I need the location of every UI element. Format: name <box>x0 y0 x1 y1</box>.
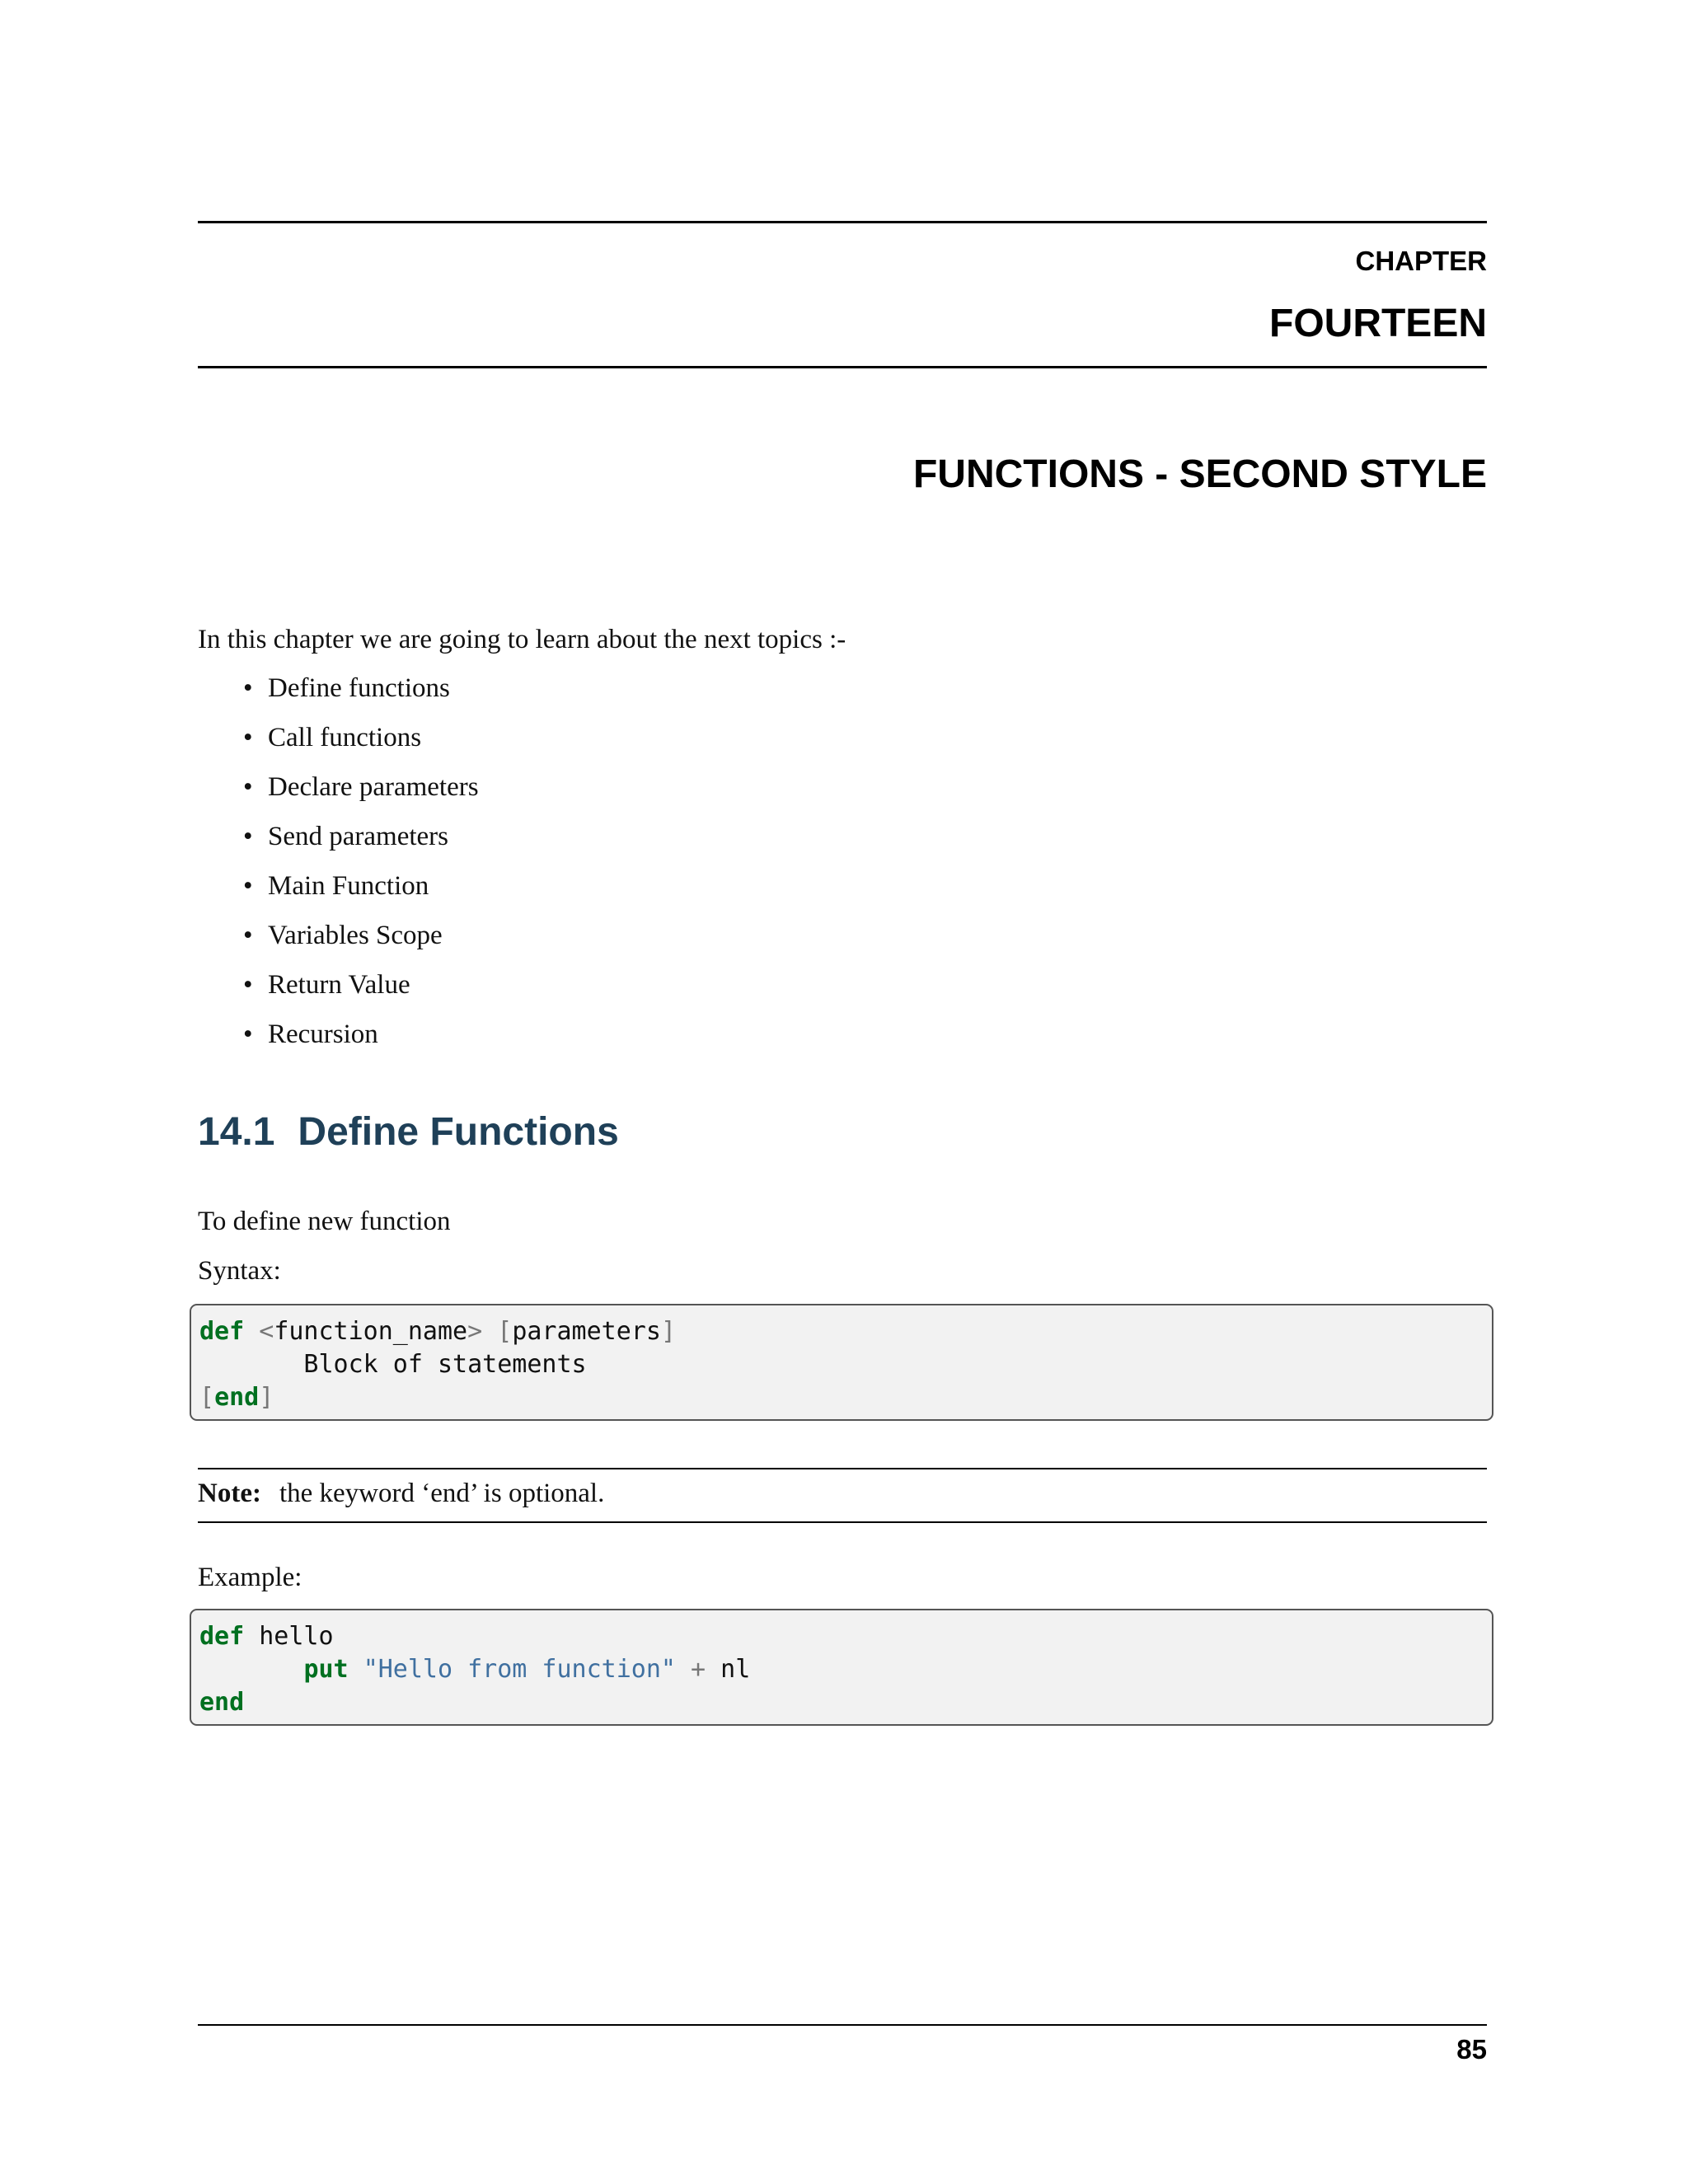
list-item-text: Recursion <box>268 1019 378 1049</box>
code-keyword: put <box>303 1655 349 1684</box>
code-bracket: [ <box>199 1383 215 1412</box>
chapter-label: CHAPTER <box>1355 246 1487 276</box>
note-bottom-rule <box>198 1521 1487 1523</box>
code-keyword: end <box>214 1383 260 1412</box>
chapter-number: FOURTEEN <box>1269 302 1487 345</box>
list-item <box>243 771 479 820</box>
list-item-text: Send parameters <box>268 822 448 851</box>
example-label: Example: <box>198 1563 302 1592</box>
code-keyword: def <box>199 1317 245 1346</box>
list-item-text: Call functions <box>268 723 422 752</box>
section-title: Define Functions <box>298 1110 619 1154</box>
list-item <box>243 721 479 771</box>
syntax-label: Syntax: <box>198 1256 281 1286</box>
list-item-text: Declare parameters <box>268 772 479 802</box>
code-keyword: def <box>199 1622 245 1651</box>
bullet-icon: • <box>243 772 253 802</box>
list-item <box>243 869 479 919</box>
list-item <box>243 672 479 721</box>
chapter-top-rule <box>198 221 1487 223</box>
list-item-text: Define functions <box>268 673 450 703</box>
code-bracket: ] <box>259 1383 274 1412</box>
code-line: Block of statements <box>199 1350 587 1379</box>
chapter-title: FUNCTIONS - SECOND STYLE <box>912 452 1487 496</box>
section-intro: To define new function <box>198 1207 451 1236</box>
bullet-icon: • <box>243 723 253 752</box>
list-item-text: Return Value <box>268 970 410 1000</box>
note-label: Note: <box>198 1479 261 1508</box>
code-identifier: hello <box>244 1622 334 1651</box>
list-item-text: Variables Scope <box>268 921 443 950</box>
code-bracket: ] <box>660 1317 676 1346</box>
list-item <box>243 919 479 968</box>
code-identifier: parameters <box>512 1317 661 1346</box>
section-number: 14.1 <box>198 1110 275 1154</box>
chapter-bottom-rule <box>198 366 1487 368</box>
note-text: the keyword ‘end’ is optional. <box>279 1479 605 1508</box>
note <box>198 1477 604 1510</box>
code-bracket: [ <box>497 1317 513 1346</box>
code-identifier: nl <box>720 1655 751 1684</box>
code-operator: > <box>467 1317 483 1346</box>
code-string: "Hello from function" <box>363 1655 676 1684</box>
list-item <box>243 820 479 869</box>
bullet-icon: • <box>243 822 253 851</box>
code-keyword: end <box>199 1688 245 1717</box>
footer-rule <box>198 2024 1487 2026</box>
bullet-icon: • <box>243 970 253 1000</box>
note-top-rule <box>198 1468 1487 1469</box>
topics-list <box>243 672 479 1067</box>
bullet-icon: • <box>243 1019 253 1049</box>
bullet-icon: • <box>243 673 253 703</box>
bullet-icon: • <box>243 871 253 901</box>
section-heading <box>198 1109 619 1155</box>
code-operator: + <box>691 1655 706 1684</box>
list-item-text: Main Function <box>268 871 429 901</box>
code-indent <box>199 1655 303 1684</box>
page-number: 85 <box>1456 2034 1487 2064</box>
list-item <box>243 968 479 1018</box>
code-operator: < <box>259 1317 274 1346</box>
example-code-block <box>190 1609 1493 1726</box>
bullet-icon: • <box>243 921 253 950</box>
intro-paragraph: In this chapter we are going to learn about the next topics :- <box>198 625 846 654</box>
list-item <box>243 1018 479 1067</box>
syntax-code-block <box>190 1304 1493 1421</box>
code-identifier: function_name <box>274 1317 468 1346</box>
